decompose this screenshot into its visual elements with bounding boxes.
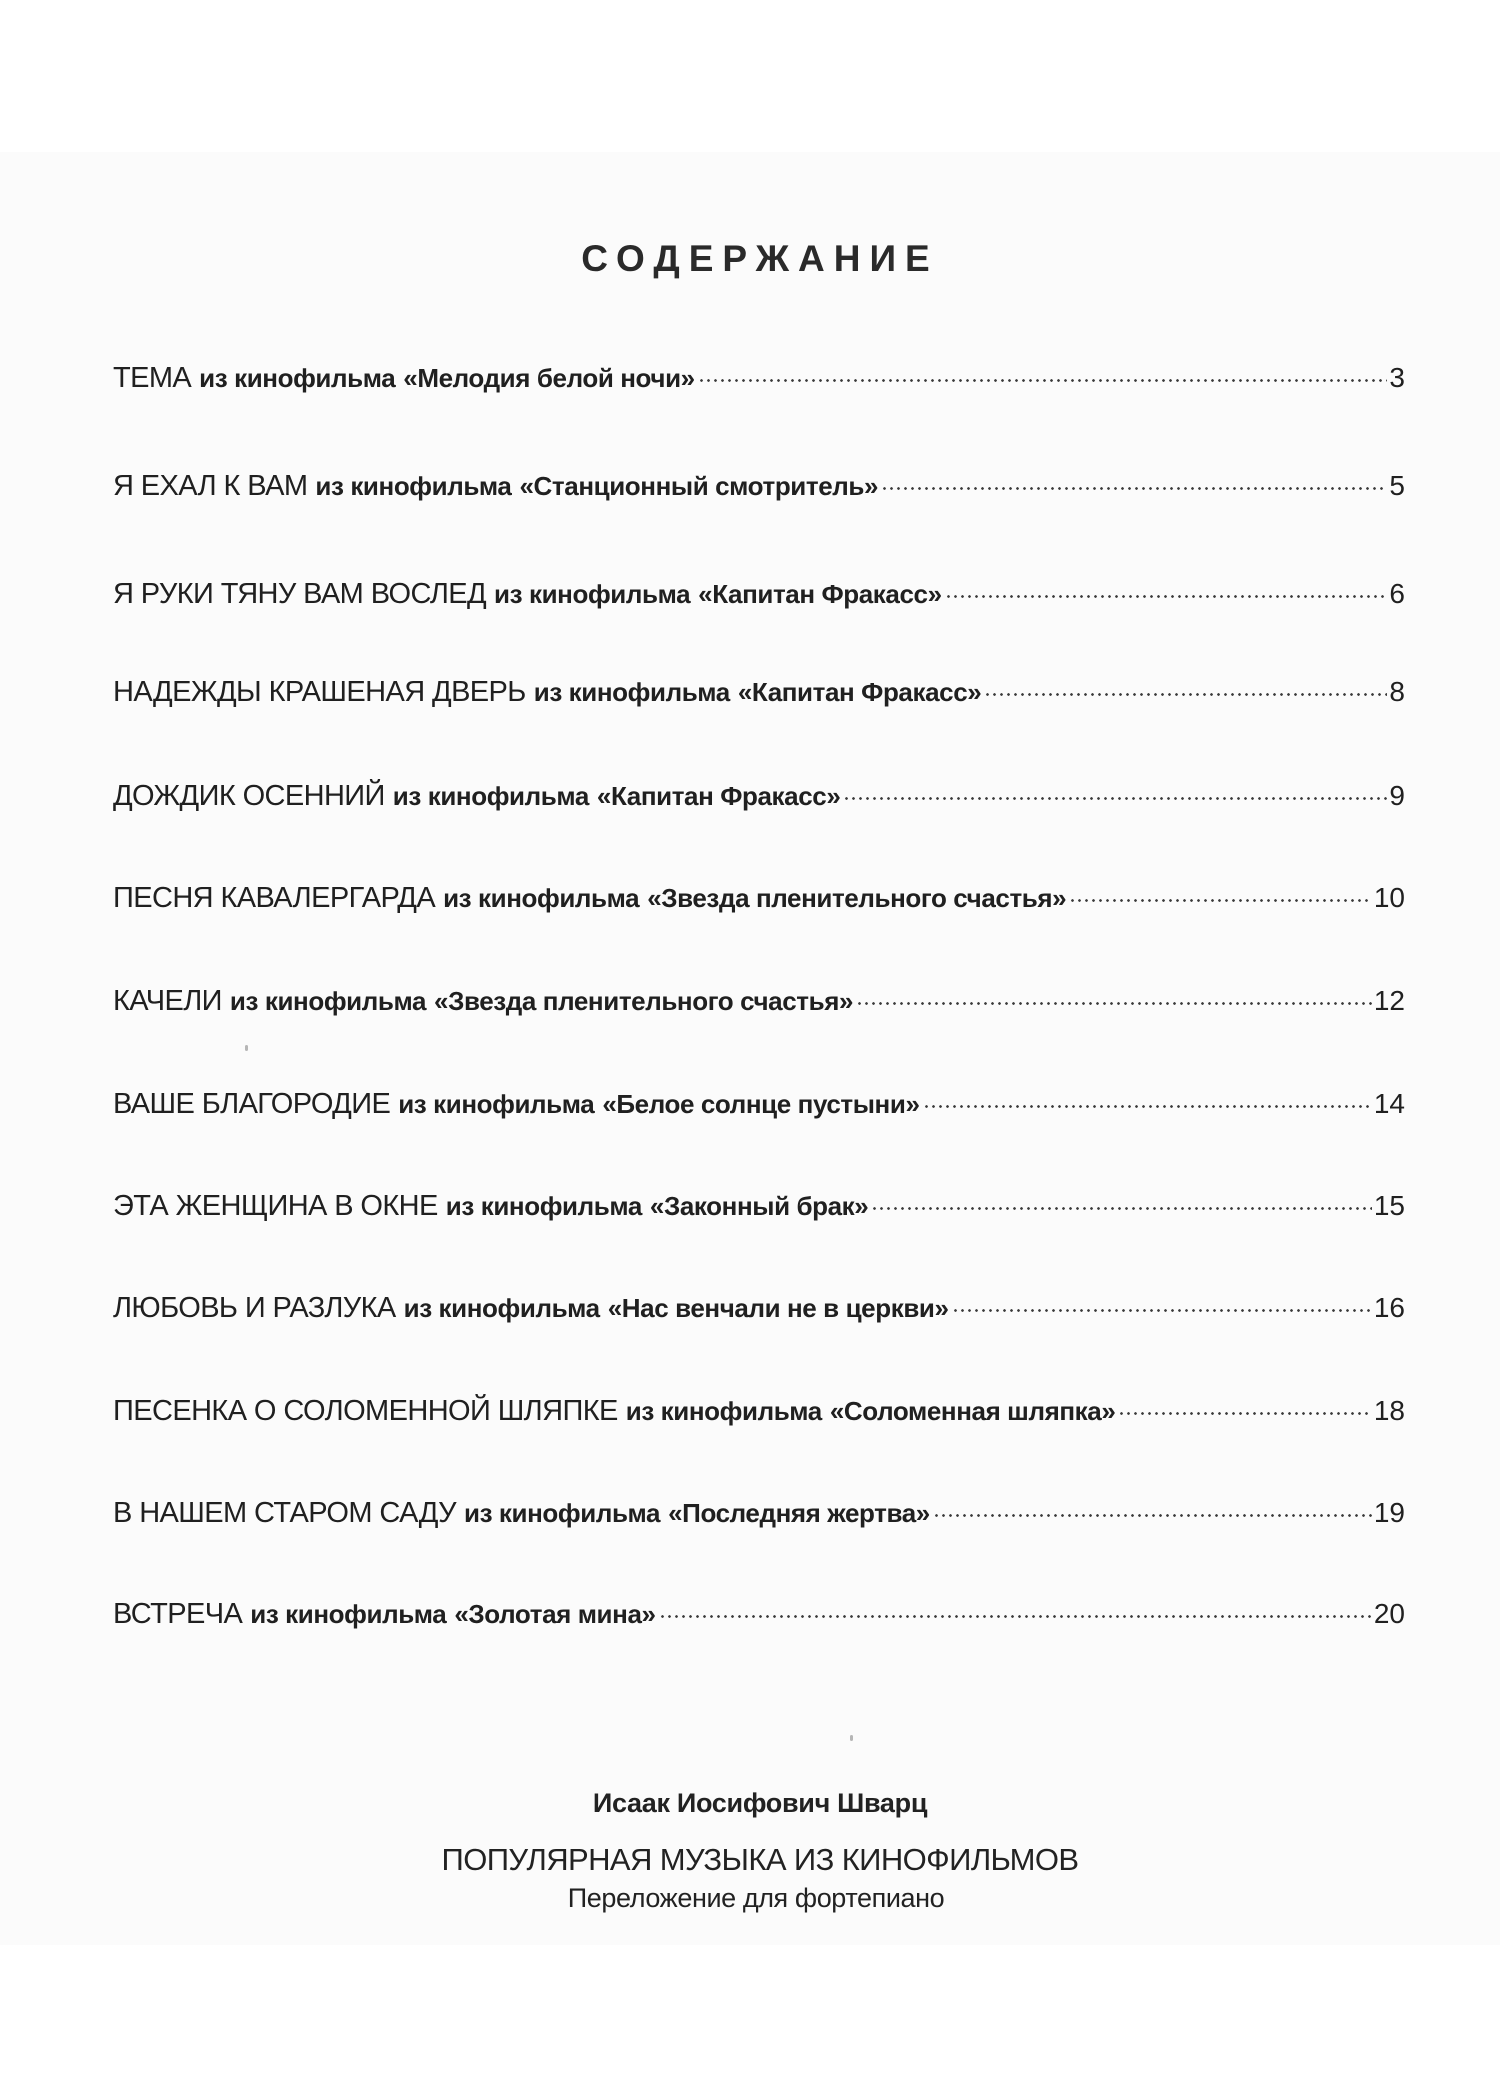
toc-entry[interactable] — [113, 1083, 1405, 1123]
dot-leader — [984, 671, 1387, 701]
dot-leader — [698, 357, 1387, 387]
page-number: 19 — [1373, 1497, 1405, 1528]
page-number: 3 — [1389, 362, 1405, 393]
film-connector: из кинофильма — [443, 883, 640, 913]
film-connector: из кинофильма — [463, 1498, 661, 1528]
dot-leader — [871, 1185, 1371, 1215]
page-number: 12 — [1373, 985, 1405, 1016]
scan-speck — [245, 1045, 248, 1051]
song-title: ТЕМА — [113, 362, 192, 394]
film-title: «Законный брак» — [649, 1191, 869, 1221]
song-title: ЛЮБОВЬ И РАЗЛУКА — [113, 1292, 396, 1324]
song-title: НАДЕЖДЫ КРАШЕНАЯ ДВЕРЬ — [113, 676, 526, 708]
toc-entry[interactable] — [113, 1390, 1405, 1430]
page-number: 14 — [1373, 1088, 1405, 1119]
film-title: «Соломенная шляпка» — [829, 1396, 1116, 1426]
song-title: ЭТА ЖЕНЩИНА В ОКНЕ — [113, 1190, 438, 1222]
film-title: «Белое солнце пустыни» — [602, 1089, 920, 1119]
film-title: «Звезда пленительного счастья» — [434, 986, 854, 1016]
film-connector: из кинофильма — [199, 363, 396, 393]
page-number: 5 — [1389, 470, 1405, 501]
page-number: 8 — [1389, 676, 1405, 707]
book-subtitle: Переложение для фортепиано — [567, 1883, 945, 1913]
film-title: «Капитан Фракасс» — [737, 677, 982, 707]
page-number: 6 — [1389, 578, 1405, 609]
song-title: ДОЖДИК ОСЕННИЙ — [113, 780, 385, 812]
film-title: «Капитан Фракасс» — [596, 781, 841, 811]
toc-entry[interactable] — [113, 1287, 1405, 1327]
toc-entry[interactable] — [113, 671, 1405, 711]
page-number: 20 — [1373, 1598, 1405, 1629]
page-number: 15 — [1373, 1190, 1405, 1221]
dot-leader — [659, 1593, 1372, 1623]
film-connector: из кинофильма — [398, 1089, 595, 1119]
film-title: «Звезда пленительного счастья» — [647, 883, 1067, 913]
song-title: Я РУКИ ТЯНУ ВАМ ВОСЛЕД — [113, 578, 487, 610]
song-title: В НАШЕМ СТАРОМ САДУ — [113, 1497, 456, 1529]
toc-entry[interactable] — [113, 775, 1405, 815]
page-number: 10 — [1373, 882, 1405, 913]
film-connector: из кинофильма — [250, 1599, 447, 1629]
author-name: Исаак Иосифович Шварц — [592, 1788, 928, 1818]
page-number: 18 — [1373, 1395, 1405, 1426]
toc-entry[interactable] — [113, 1185, 1405, 1225]
dot-leader — [933, 1492, 1372, 1522]
page-number: 9 — [1389, 780, 1405, 811]
toc-entry[interactable] — [113, 1492, 1405, 1532]
page-number: 16 — [1373, 1292, 1405, 1323]
film-title: «Нас венчали не в церкви» — [607, 1293, 949, 1323]
film-title: «Мелодия белой ночи» — [403, 363, 695, 393]
film-connector: из кинофильма — [533, 677, 730, 707]
film-title: «Последняя жертва» — [668, 1498, 930, 1528]
toc-entry[interactable] — [113, 877, 1405, 917]
song-title: ВСТРЕЧА — [113, 1598, 243, 1630]
dot-leader — [843, 775, 1387, 805]
film-connector: из кинофильма — [403, 1293, 600, 1323]
dot-leader — [1118, 1390, 1371, 1420]
toc-entry[interactable] — [113, 1593, 1405, 1633]
toc-entry[interactable] — [113, 357, 1405, 397]
film-connector: из кинофильма — [494, 579, 691, 609]
song-title: ПЕСЕНКА О СОЛОМЕННОЙ ШЛЯПКЕ — [113, 1395, 618, 1427]
dot-leader — [952, 1287, 1372, 1317]
contents-heading: СОДЕРЖАНИЕ — [581, 238, 939, 279]
toc-entry[interactable] — [113, 573, 1405, 613]
dot-leader — [881, 465, 1387, 495]
toc-entry[interactable] — [113, 980, 1405, 1020]
song-title: Я ЕХАЛ К ВАМ — [113, 470, 308, 502]
film-connector: из кинофильма — [625, 1396, 822, 1426]
film-connector: из кинофильма — [315, 471, 512, 501]
toc-entry[interactable] — [113, 465, 1405, 505]
dot-leader — [923, 1083, 1372, 1113]
song-title: КАЧЕЛИ — [113, 985, 222, 1017]
film-title: «Станционный смотритель» — [519, 471, 879, 501]
film-title: «Золотая мина» — [454, 1599, 656, 1629]
book-title: ПОПУЛЯРНАЯ МУЗЫКА ИЗ КИНОФИЛЬМОВ — [441, 1842, 1079, 1877]
dot-leader — [945, 573, 1387, 603]
film-title: «Капитан Фракасс» — [698, 579, 942, 609]
dot-leader — [856, 980, 1372, 1010]
scan-speck — [850, 1735, 853, 1741]
film-connector: из кинофильма — [229, 986, 427, 1016]
dot-leader — [1069, 877, 1372, 907]
film-connector: из кинофильма — [445, 1191, 642, 1221]
song-title: ПЕСНЯ КАВАЛЕРГАРДА — [113, 882, 436, 914]
song-title: ВАШЕ БЛАГОРОДИЕ — [113, 1088, 391, 1120]
film-connector: из кинофильма — [392, 781, 589, 811]
